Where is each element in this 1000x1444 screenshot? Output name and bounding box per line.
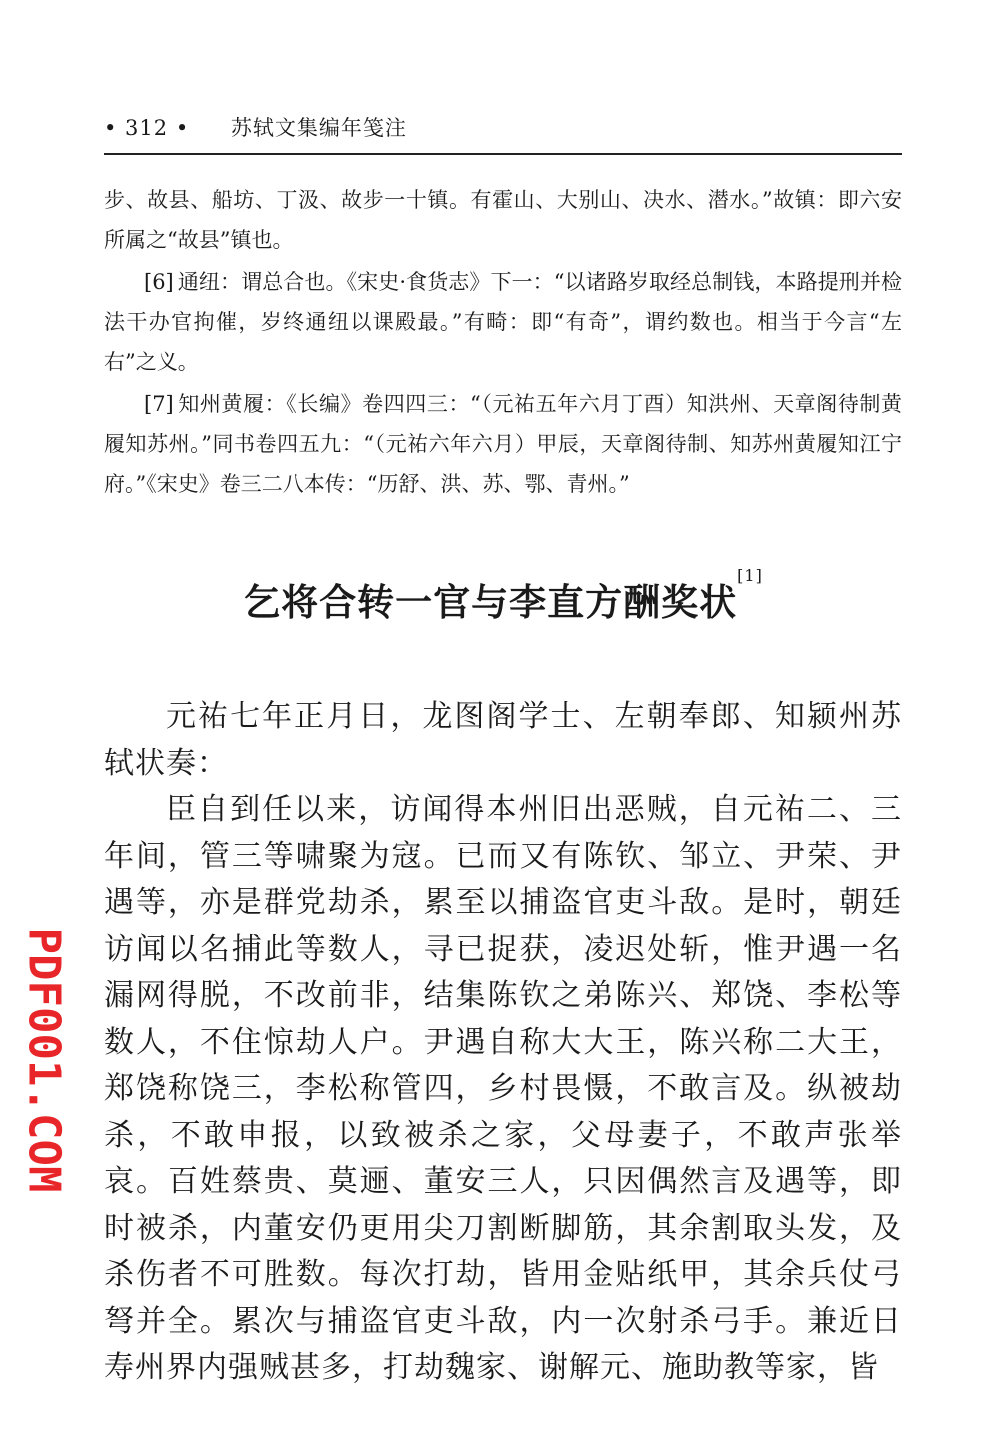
note-continuation: 步、故县、船坊、丁汲、故步一十镇。有霍山、大别山、决水、潜水。”故镇：即六安所属之“故县”镇也。 (104, 188, 902, 252)
title-note-ref: [1] (737, 566, 763, 585)
header-divider (104, 153, 902, 155)
article-title (104, 566, 902, 626)
note-marker: [6] (144, 270, 174, 294)
note-text: 知州黄履：《长编》卷四四三：“（元祐五年六月丁酉）知洪州、天章阁待制黄履知苏州。”同书卷四五九：“（元祐六年六月）甲辰，天章阁待制、知苏州黄履知江宁府。”《宋史》卷三二八本传：“历舒、洪、苏、鄂、青州。” (104, 392, 902, 496)
article-title-text: 乞将合转一官与李直方酬奖状 (243, 580, 738, 624)
paragraph: 臣自到任以来，访闻得本州旧出恶贼，自元祐二、三年间，管三等啸聚为寇。已而又有陈钦、邹立、尹荣、尹遇等，亦是群党劫杀，累至以捕盗官吏斗敌。是时，朝廷访闻以名捕此等数人，寻已捉获，凌迟处斩，惟尹遇一名漏网得脱，不改前非，结集陈钦之弟陈兴、郑饶、李松等数人，不住惊劫人户。尹遇自称大大王，陈兴称二大王，郑饶称饶三，李松称管四，乡村畏慑，不敢言及。纵被劫杀，不敢申报，以致被杀之家，父母妻子，不敢声张举哀。百姓蔡贵、莫逦、董安三人，只因偶然言及遇等，即时被杀，内董安仍更用尖刀割断脚筋，其余割取头发，及杀伤者不可胜数。每次打劫，皆用金贴纸甲，其余兵仗弓弩并全。累次与捕盗官吏斗敌，内一次射杀弓手。兼近日寿州界内强贼甚多，打劫魏家、谢解元、施助教等家，皆 (104, 792, 902, 1385)
running-header (104, 112, 902, 142)
note-marker: [7] (144, 392, 174, 416)
book-title: 苏轼文集编年笺注 (230, 116, 407, 140)
footnotes-section (104, 180, 902, 504)
note-7 (104, 384, 902, 504)
page-number: • 312 • (104, 116, 190, 140)
paragraph: 元祐七年正月日，龙图阁学士、左朝奉郎、知颍州苏轼状奏： (104, 699, 902, 781)
watermark (14, 927, 74, 1193)
note-text: 通纽：谓总合也。《宋史·食货志》下一：“以诸路岁取经总制钱，本路提刑并检法干办官拘催，岁终通纽以课殿最。”有畸：即“有奇”，谓约数也。相当于今言“左右”之义。 (104, 270, 902, 374)
note-6 (104, 262, 902, 382)
watermark-text: PDF001.COM (18, 927, 70, 1193)
article-body (104, 694, 902, 1392)
